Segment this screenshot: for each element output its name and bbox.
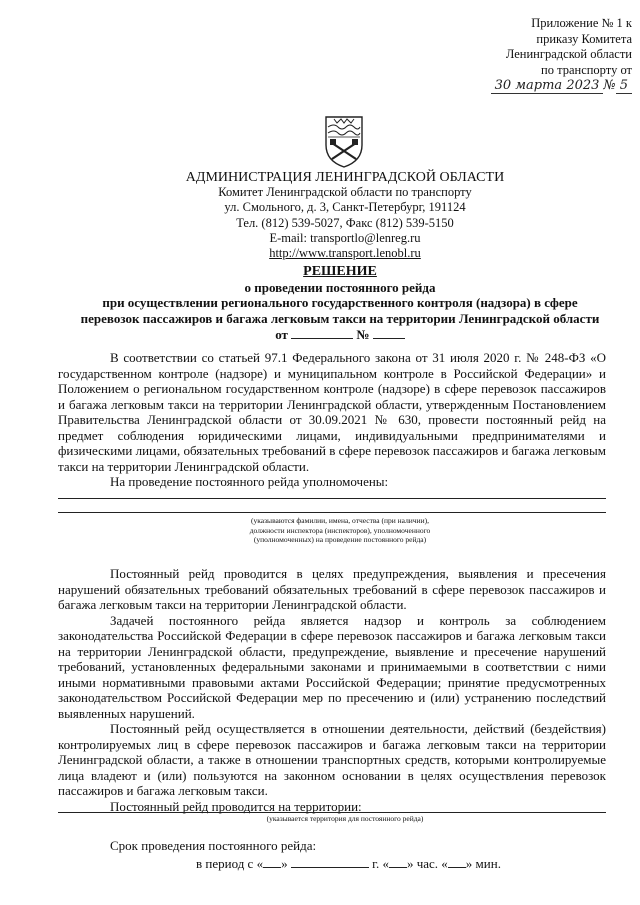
appendix-line-2: приказу Комитета	[536, 31, 632, 46]
authorized-persons-line-1[interactable]	[58, 498, 606, 499]
duration-label: Срок проведения постоянного рейда:	[110, 838, 317, 853]
note-1-line-2: должности инспектора (инспекторов), уполномоченного	[249, 525, 431, 535]
number-blank	[373, 326, 405, 339]
paragraph-purposes	[58, 566, 606, 814]
period-quote-close: »	[281, 855, 288, 871]
handwritten-date	[482, 78, 632, 94]
territory-label: Постоянный рейд проводится на территории:	[110, 798, 362, 814]
committee-name: Комитет Ленинградской области по транспорту	[218, 185, 472, 200]
period-minute-label: » мин.	[465, 855, 501, 871]
org-address: ул. Смольного, д. 3, Санкт-Петербург, 191124	[224, 200, 466, 215]
appendix-line-3: Ленинградской области	[505, 47, 632, 61]
territory-line[interactable]	[58, 812, 606, 813]
org-name: АДМИНИСТРАЦИЯ ЛЕНИНГРАДСКОЙ ОБЛАСТИ	[185, 170, 505, 185]
appendix-block	[482, 16, 632, 94]
authorized-label: На проведение постоянного рейда уполномочены:	[110, 474, 389, 489]
appendix-line-4: по транспорту от	[541, 62, 632, 77]
period-year-label: г. «	[372, 855, 389, 871]
appendix-line-1: Приложение № 1 к	[531, 16, 632, 30]
authorized-persons-note	[200, 516, 480, 545]
date-prefix: от	[275, 327, 288, 342]
handwritten-num-value: 5	[616, 78, 632, 94]
period-month-year-blank[interactable]	[291, 855, 369, 868]
org-email: E-mail: transportlo@lenreg.ru	[269, 230, 421, 245]
period-hour-label: » час. «	[406, 855, 448, 871]
decision-date-number-line	[60, 326, 620, 343]
duration-period-line	[58, 855, 606, 872]
paragraph-3-text: Постоянный рейд проводится в целях предупреждения, выявления и пресечения нарушений обязательных требований обязательных требований в сфере перевозок пассажиров и багажа легковым такси на территории Ленинградской области.	[58, 566, 606, 612]
decision-subtitle-2: при осуществлении регионального государственного контроля (надзора) в сфере	[102, 295, 578, 310]
number-prefix: №	[356, 327, 370, 342]
note-1-line-1: (указываются фамилии, имена, отчества (при наличии),	[250, 516, 429, 525]
paragraph-1-text: В соответствии со статьей 97.1 Федерального закона от 31 июля 2020 г. № 248-ФЗ «О государственном контроле (надзоре) и муниципальном контроле в Российской Федерации» и Положением о региональном государственном контроле (надзоре) в сфере перевозок пассажиров и багажа легковым такси на территории Ленинградской области, утвержденным Постановлением Правительства Ленинградской области от 30.09.2021 № 630, провести постоянный рейд на предмет соблюдения юридическими лицами, индивидуальными предпринимателями и физическими лицами, обязательных требований в сфере перевозок пассажиров и багажа легковым такси на территории Ленинградской области.	[58, 350, 606, 474]
handwritten-date-value: 30 марта 2023	[491, 78, 604, 94]
period-day-blank[interactable]	[263, 855, 281, 868]
period-minute-blank[interactable]	[448, 855, 466, 868]
territory-note: (указывается территория для постоянного рейда)	[266, 814, 424, 823]
paragraph-legal-basis	[58, 350, 606, 490]
paragraph-5-text: Постоянный рейд осуществляется в отношении деятельности, действий (бездействия) контролируемых лиц в сфере перевозок пассажиров и багажа легковым такси на территории Ленинградской области, а также в отношении транспортных средств, которыми контролируемые лица владеют и (или) пользуются на законном основании в целях осуществления перевозок пассажиров и багажа легковым такси.	[58, 721, 606, 798]
period-prefix: в период с «	[196, 855, 264, 871]
coat-of-arms-icon	[322, 115, 366, 169]
note-1-line-3: (уполномоченных) на проведение постоянного рейда)	[253, 535, 427, 544]
org-phone: Тел. (812) 539-5027, Факс (812) 539-5150	[236, 215, 454, 230]
decision-subtitle-3: перевозок пассажиров и багажа легковым такси на территории Ленинградской области	[80, 310, 600, 326]
paragraph-4-text: Задачей постоянного рейда является надзор и контроль за соблюдением законодательства Российской Федерации в сфере перевозок пассажиров и багажа легковым такси на территории Ленинградской области, предупреждение, выявление и пресечение нарушений требований, установленных федеральными законами и принимаемыми в соответствии с ними иными нормативными правовыми актами Российской Федерации; принятие предусмотренных законодательством Российской Федерации мер по пресечению и (или) устранению последствий выявленных нарушений.	[58, 612, 606, 721]
org-website-link[interactable]: http://www.transport.lenobl.ru	[269, 246, 421, 261]
authorized-persons-line-2[interactable]	[58, 512, 606, 513]
handwritten-num-prefix: №	[603, 78, 616, 93]
decision-subtitle-1: о проведении постоянного рейда	[244, 279, 436, 295]
duration-block	[58, 838, 606, 871]
decision-title: РЕШЕНИЕ	[303, 264, 377, 279]
period-hour-blank[interactable]	[389, 855, 407, 868]
date-blank	[291, 326, 353, 339]
decision-title-block	[60, 264, 620, 343]
organization-header	[160, 170, 530, 261]
